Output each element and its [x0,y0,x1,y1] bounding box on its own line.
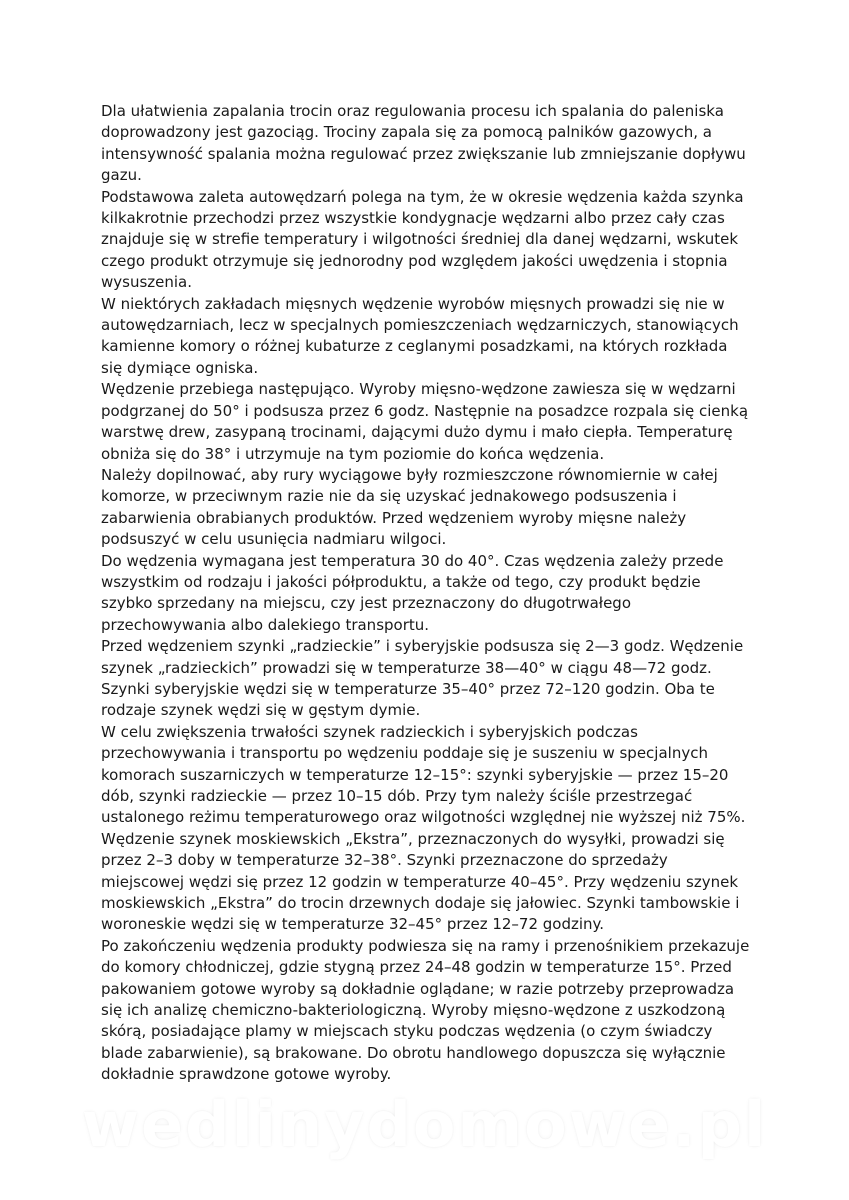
paragraph-autosmokehouse-advantage: Podstawowa zaleta autowędzarń polega na tym, że w okresie wędzenia każda szynka kilkakrotnie przechodzi przez wszystkie kondygnacje wędzarni albo przez cały czas znajduje się w strefie temperatury i wilgotności średniej dla danej wędzarni, wskutek czego produkt otrzymuje się jednorodny pod względem jakości uwędzenia i stopnia wysuszenia. [101,187,744,292]
paragraph-gas-ignition: Dla ułatwienia zapalania trocin oraz regulowania procesu ich spalania do paleniska doprowadzony jest gazociąg. Trociny zapala się za pomocą palników gazowych, a intensywność spalania można regulować przez zwiększanie lub zmniejszanie dopływu gazu. [101,102,746,185]
paragraph-smoking-chambers: W niektórych zakładach mięsnych wędzenie wyrobów mięsnych prowadzi się nie w autowędzarniach, lecz w specjalnych pomieszczeniach wędzarniczych, stanowiących kamienne komory o różnej kubaturze z ceglanymi posadzkami, na których rozkłada się dymiące ogniska. [101,294,739,377]
document-body [101,101,751,1086]
paragraph-smoking-temperature: Do wędzenia wymagana jest temperatura 30 do 40°. Czas wędzenia zależy przede wszystkim od rodzaju i jakości półproduktu, a także od tego, czy produkt będzie szybko sprzedany na miejscu, czy jest przeznaczony do długotrwałego przechowywania albo dalekiego transportu. [101,551,724,634]
paragraph-drying-chambers: W celu zwiększenia trwałości szynek radzieckich i syberyjskich podczas przechowywania i transportu po wędzeniu poddaje się je suszeniu w specjalnych komorach suszarniczych w temperaturze 12–15°: szynki syberyjskie — przez 15–20 dób, szynki radzieckie — przez 10–15 dób. Przy tym należy ściśle przestrzegać ustalonego reżimu temperaturowego oraz wilgotności względnej nie wyższej niż 75%. [101,722,746,827]
paragraph-radzieckie-syberyjskie: Przed wędzeniem szynki „radzieckie” i syberyjskie podsusza się 2—3 godz. Wędzenie szynek „radzieckich” prowadzi się w temperaturze 38—40° w ciągu 48—72 godz. Szynki syberyjskie wędzi się w temperaturze 35–40° przez 72–120 godzin. Oba te rodzaje szynek wędzi się w gęstym dymie. [101,637,744,720]
paragraph-cooling-inspection: Po zakończeniu wędzenia produkty podwiesza się na ramy i przenośnikiem przekazuje do komory chłodniczej, gdzie stygną przez 24–48 godzin w temperaturze 15°. Przed pakowaniem gotowe wyroby są dokładnie oglądane; w razie potrzeby przeprowadza się ich analizę chemiczno-bakteriologiczną. Wyroby mięsno-wędzone z uszkodzoną skórą, posiadające plamy w miejscach styku podczas wędzenia (o czym świadczy blade zabarwienie), są brakowane. Do obrotu handlowego dopuszcza się wyłącznie dokładnie sprawdzone gotowe wyroby. [101,936,750,1084]
paragraph-smoking-process: Wędzenie przebiega następująco. Wyroby mięsno-wędzone zawiesza się w wędzarni podgrzanej do 50° i podsusza przez 6 godz. Następnie na posadzce rozpala się cienką warstwę drew, zasypaną trocinami, dającymi dużo dymu i mało ciepła. Temperaturę obniża się do 38° i utrzymuje na tym poziomie do końca wędzenia. [101,380,749,463]
paragraph-moskiewskie-ekstra: Wędzenie szynek moskiewskich „Ekstra”, przeznaczonych do wysyłki, prowadzi się przez 2–3 doby w temperaturze 32–38°. Szynki przeznaczone do sprzedaży miejscowej wędzi się przez 12 godzin w temperaturze 40–45°. Przy wędzeniu szynek moskiewskich „Ekstra” do trocin drzewnych dodaje się jałowiec. Szynki tambowskie i woroneskie wędzi się w temperaturze 32–45° przez 12–72 godziny. [101,829,740,934]
paragraph-exhaust-pipes: Należy dopilnować, aby rury wyciągowe były rozmieszczone równomiernie w całej komorze, w przeciwnym razie nie da się uzyskać jednakowego podsuszenia i zabarwienia obrabianych produktów. Przed wędzeniem wyroby mięsne należy podsuszyć w celu usunięcia nadmiaru wilgoci. [101,465,718,549]
watermark: wedlinydomowe.pl [81,1088,768,1161]
